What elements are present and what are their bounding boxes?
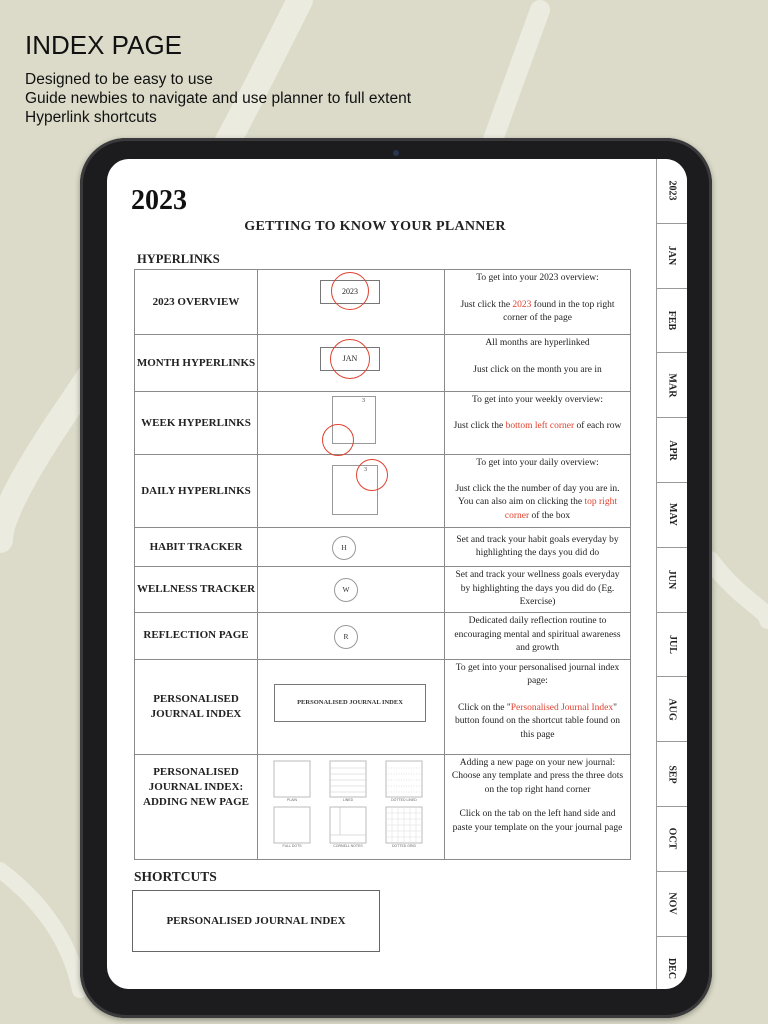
- row-illustration: [258, 612, 445, 659]
- row-illustration: [258, 567, 445, 613]
- row-description: Set and track your habit goals everyday by highlighting the days you did do: [445, 528, 631, 567]
- wellness-tracker-icon: W: [334, 578, 358, 602]
- shortcuts-section-label: SHORTCUTS: [134, 869, 217, 884]
- description-line: To get into your weekly overview:: [472, 395, 603, 405]
- description-line: Click on the "Personalised Journal Index" button found on the shortcut table found on this page: [455, 702, 620, 740]
- journal-index-button-illustration: PERSONALISED JOURNAL INDEX: [274, 684, 426, 722]
- tab-label: JUL: [666, 635, 678, 654]
- description-line: To get into your personalised journal index page:: [455, 662, 620, 686]
- highlight-text: Personalised Journal Index: [510, 702, 614, 713]
- row-title: HABIT TRACKER: [135, 528, 258, 567]
- row-illustration: [258, 659, 445, 754]
- tab-feb[interactable]: [657, 289, 687, 354]
- tab-jun[interactable]: [657, 548, 687, 613]
- table-row: [135, 659, 631, 754]
- tab-jul[interactable]: [657, 613, 687, 678]
- highlight-circle-icon: [356, 459, 388, 491]
- row-illustration: [258, 455, 445, 528]
- table-row: [135, 270, 631, 335]
- row-illustration: [258, 270, 445, 335]
- row-title: PERSONALISED JOURNAL INDEX: ADDING NEW PAGE: [135, 754, 258, 859]
- row-description: Set and track your wellness goals everyday by highlighting the days you did do (Eg. Exercise): [445, 567, 631, 613]
- template-label: CORNELL NOTES: [333, 843, 363, 848]
- day-number: 3: [362, 398, 365, 404]
- tab-label: MAY: [666, 503, 678, 527]
- template-label: PLAIN: [286, 797, 298, 802]
- table-row: [135, 612, 631, 659]
- tab-label: NOV: [666, 892, 678, 915]
- description-line: Adding a new page on your new journal: Choose any template and press the three dots on the top right hand corner: [451, 757, 624, 795]
- habit-tracker-icon: H: [332, 536, 356, 560]
- description-line: To get into your daily overview:: [476, 458, 599, 468]
- row-description: Dedicated daily reflection routine to encouraging mental and spiritual awareness and growth: [445, 612, 631, 659]
- promo-title: INDEX PAGE: [25, 30, 183, 60]
- description-line: Just click the bottom left corner of each row: [453, 420, 622, 431]
- table-row: [135, 335, 631, 392]
- tab-apr[interactable]: [657, 418, 687, 483]
- row-description: [445, 270, 631, 335]
- description-line: Just click the 2023 found in the top right corner of the page: [460, 299, 615, 323]
- table-row: [135, 392, 631, 455]
- template-label: DOTTED LINED: [391, 797, 417, 802]
- day-number: 3: [364, 467, 367, 473]
- template-label: LINED: [342, 797, 354, 802]
- table-row: [135, 455, 631, 528]
- description-line: Just click on the month you are in: [473, 364, 602, 375]
- month-tab-bar: [656, 159, 687, 989]
- tab-jan[interactable]: [657, 224, 687, 289]
- hyperlinks-table: [134, 269, 631, 860]
- tab-mar[interactable]: [657, 353, 687, 418]
- template-label: DOTTED GRID: [391, 843, 417, 848]
- table-row: [135, 528, 631, 567]
- row-title: PERSONALISED JOURNAL INDEX: [135, 659, 258, 754]
- page-heading: GETTING TO KNOW YOUR PLANNER: [244, 219, 506, 234]
- tab-label: OCT: [666, 828, 678, 850]
- year-button-illustration: 2023: [320, 280, 380, 304]
- description-line: Click on the tab on the left hand side and paste your template on the your journal page: [452, 809, 623, 833]
- row-illustration: [258, 335, 445, 392]
- camera-icon: [393, 150, 399, 156]
- row-title: REFLECTION PAGE: [135, 612, 258, 659]
- row-description: [445, 754, 631, 859]
- row-illustration: [258, 392, 445, 455]
- row-title: MONTH HYPERLINKS: [135, 335, 258, 392]
- highlight-circle-icon: [331, 272, 369, 310]
- description-line: To get into your 2023 overview:: [476, 273, 599, 283]
- month-button-illustration: JAN: [320, 347, 380, 371]
- row-title: WEEK HYPERLINKS: [135, 392, 258, 455]
- highlight-text: top right corner: [504, 497, 617, 521]
- tab-aug[interactable]: [657, 677, 687, 742]
- reflection-page-icon: R: [334, 625, 358, 649]
- tab-label: JUN: [666, 569, 678, 590]
- tab-label: JAN: [666, 245, 678, 266]
- tab-label: DEC: [666, 957, 678, 980]
- highlight-text: 2023: [512, 299, 532, 310]
- row-illustration: [258, 528, 445, 567]
- tab-label: 2023: [666, 180, 678, 201]
- tab-dec[interactable]: [657, 937, 687, 989]
- row-description: [445, 335, 631, 392]
- promo-line: Guide newbies to navigate and use planner to full extent: [25, 90, 412, 107]
- highlight-circle-icon: [330, 339, 370, 379]
- highlight-circle-icon: [322, 424, 354, 456]
- tab-sep[interactable]: [657, 742, 687, 807]
- tablet-device: [80, 138, 712, 1018]
- description-line: Just click the the number of day you are in. You can also aim on clicking the top right corner of the box: [455, 483, 620, 521]
- promo-line: Designed to be easy to use: [25, 71, 213, 88]
- tab-label: FEB: [666, 310, 678, 331]
- promo-line: Hyperlink shortcuts: [25, 109, 157, 126]
- tab-label: AUG: [666, 698, 678, 721]
- tab-may[interactable]: [657, 483, 687, 548]
- row-illustration: [258, 754, 445, 859]
- table-row: [135, 567, 631, 613]
- hyperlinks-section-label: HYPERLINKS: [137, 252, 220, 266]
- tab-oct[interactable]: [657, 807, 687, 872]
- row-description: [445, 392, 631, 455]
- tab-label: APR: [666, 439, 678, 461]
- row-title: 2023 OVERVIEW: [135, 270, 258, 335]
- tab-label: SEP: [666, 764, 678, 784]
- template-label: FULL DOTS: [282, 843, 302, 848]
- tab-2023[interactable]: [657, 159, 687, 224]
- tab-label: MAR: [666, 373, 678, 398]
- personalised-journal-index-button[interactable]: PERSONALISED JOURNAL INDEX: [132, 890, 380, 952]
- promo-description: [25, 70, 411, 127]
- row-title: DAILY HYPERLINKS: [135, 455, 258, 528]
- planner-screen: [107, 159, 687, 989]
- row-description: [445, 455, 631, 528]
- description-line: All months are hyperlinked: [485, 338, 590, 348]
- tab-nov[interactable]: [657, 872, 687, 937]
- row-description: [445, 659, 631, 754]
- year-title[interactable]: 2023: [131, 185, 187, 216]
- row-title: WELLNESS TRACKER: [135, 567, 258, 613]
- highlight-text: bottom left corner: [505, 420, 575, 431]
- table-row: [135, 754, 631, 859]
